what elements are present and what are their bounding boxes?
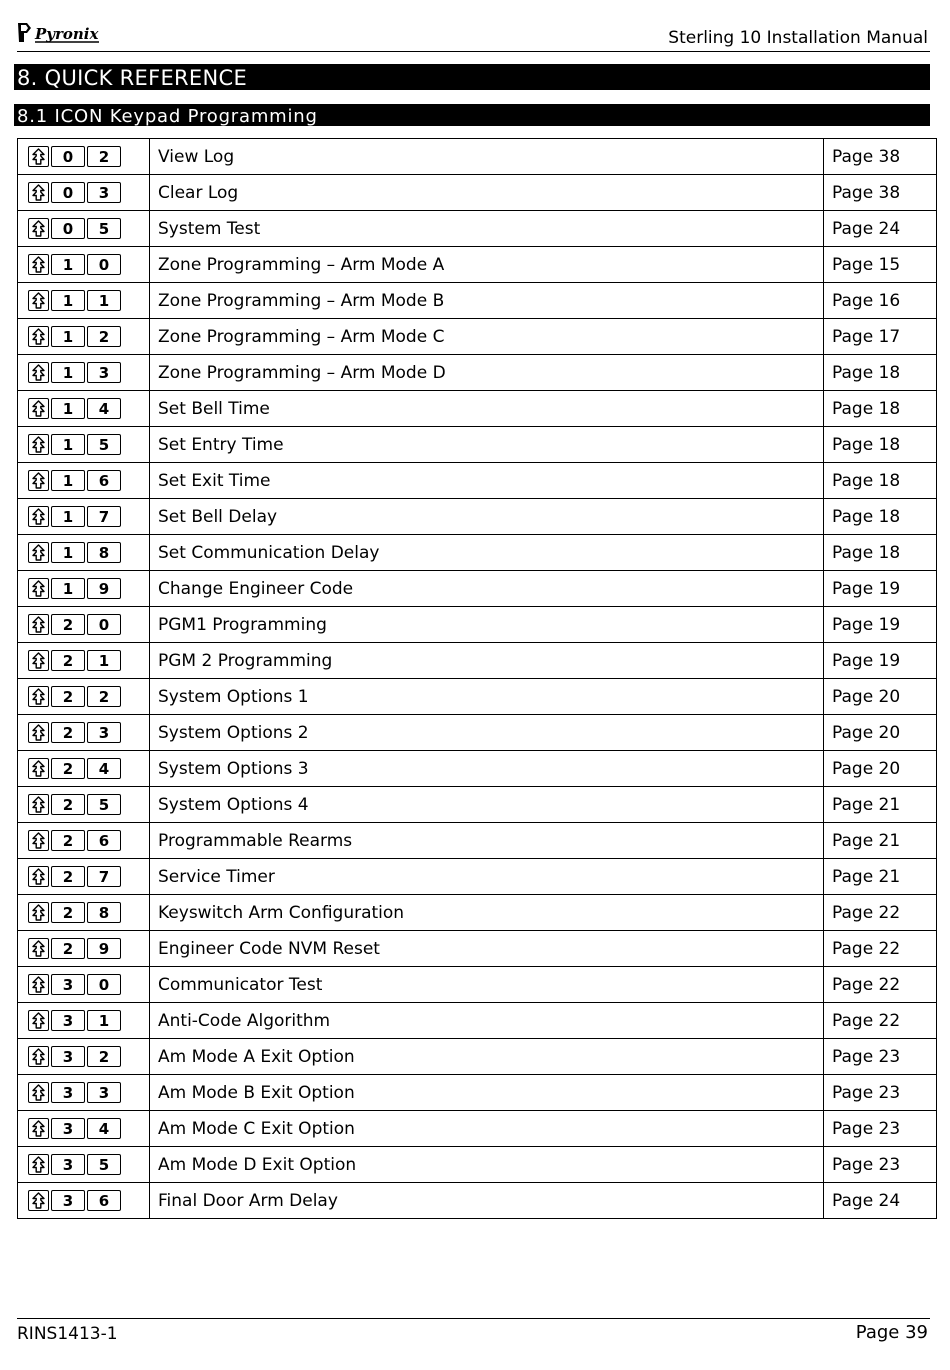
- page-reference: Page 38: [824, 175, 937, 211]
- page-reference: Page 19: [824, 643, 937, 679]
- key-sequence: [28, 722, 149, 743]
- function-name: System Options 2: [150, 715, 824, 751]
- section-heading: 8. QUICK REFERENCE: [14, 64, 930, 90]
- key-sequence: [28, 434, 149, 455]
- key-sequence-cell: [18, 1003, 150, 1039]
- page-reference: Page 21: [824, 787, 937, 823]
- table-row: [18, 175, 937, 211]
- digit-key: 3: [87, 722, 121, 743]
- function-name: Set Bell Delay: [150, 499, 824, 535]
- key-sequence: [28, 866, 149, 887]
- page-reference: Page 15: [824, 247, 937, 283]
- double-up-arrow-icon: [28, 146, 49, 167]
- digit-key: 3: [87, 1082, 121, 1103]
- digit-key: 1: [51, 578, 85, 599]
- key-sequence: [28, 254, 149, 275]
- key-sequence-cell: [18, 643, 150, 679]
- double-up-arrow-icon: [28, 650, 49, 671]
- page-reference: Page 23: [824, 1075, 937, 1111]
- page-reference: Page 38: [824, 139, 937, 175]
- double-up-arrow-icon: [28, 542, 49, 563]
- table-row: [18, 859, 937, 895]
- table-row: [18, 967, 937, 1003]
- digit-key: 5: [87, 1154, 121, 1175]
- table-row: [18, 787, 937, 823]
- function-name: Engineer Code NVM Reset: [150, 931, 824, 967]
- page-reference: Page 21: [824, 859, 937, 895]
- digit-key: 2: [51, 866, 85, 887]
- digit-key: 1: [51, 506, 85, 527]
- function-name: Programmable Rearms: [150, 823, 824, 859]
- digit-key: 7: [87, 506, 121, 527]
- digit-key: 0: [51, 182, 85, 203]
- digit-key: 2: [51, 650, 85, 671]
- function-name: Set Bell Time: [150, 391, 824, 427]
- digit-key: 2: [51, 830, 85, 851]
- key-sequence-cell: [18, 1183, 150, 1219]
- key-sequence: [28, 1154, 149, 1175]
- digit-key: 2: [51, 614, 85, 635]
- page-reference: Page 18: [824, 427, 937, 463]
- page-reference: Page 20: [824, 715, 937, 751]
- page-reference: Page 22: [824, 931, 937, 967]
- double-up-arrow-icon: [28, 578, 49, 599]
- page-reference: Page 19: [824, 571, 937, 607]
- function-name: Set Entry Time: [150, 427, 824, 463]
- key-sequence: [28, 290, 149, 311]
- key-sequence-cell: [18, 787, 150, 823]
- table-row: [18, 247, 937, 283]
- double-up-arrow-icon: [28, 686, 49, 707]
- key-sequence: [28, 1010, 149, 1031]
- function-name: PGM1 Programming: [150, 607, 824, 643]
- digit-key: 8: [87, 542, 121, 563]
- function-name: View Log: [150, 139, 824, 175]
- key-sequence: [28, 218, 149, 239]
- function-name: System Options 4: [150, 787, 824, 823]
- function-name: Zone Programming – Arm Mode B: [150, 283, 824, 319]
- function-name: Am Mode B Exit Option: [150, 1075, 824, 1111]
- digit-key: 3: [51, 1082, 85, 1103]
- pyronix-logo: [17, 20, 101, 46]
- function-name: Am Mode C Exit Option: [150, 1111, 824, 1147]
- key-sequence-cell: [18, 391, 150, 427]
- double-up-arrow-icon: [28, 398, 49, 419]
- function-name: Set Exit Time: [150, 463, 824, 499]
- double-up-arrow-icon: [28, 1082, 49, 1103]
- digit-key: 2: [51, 794, 85, 815]
- key-sequence: [28, 1046, 149, 1067]
- page-reference: Page 22: [824, 1003, 937, 1039]
- digit-key: 3: [51, 1154, 85, 1175]
- page-reference: Page 19: [824, 607, 937, 643]
- double-up-arrow-icon: [28, 290, 49, 311]
- page-reference: Page 22: [824, 967, 937, 1003]
- key-sequence-cell: [18, 859, 150, 895]
- digit-key: 3: [51, 1010, 85, 1031]
- page-reference: Page 24: [824, 211, 937, 247]
- key-sequence-cell: [18, 1111, 150, 1147]
- function-name: Anti-Code Algorithm: [150, 1003, 824, 1039]
- digit-key: 2: [51, 902, 85, 923]
- digit-key: 1: [51, 362, 85, 383]
- digit-key: 1: [51, 290, 85, 311]
- brand-wordmark: Pyronix: [35, 25, 99, 43]
- function-name: Clear Log: [150, 175, 824, 211]
- double-up-arrow-icon: [28, 794, 49, 815]
- page-reference: Page 18: [824, 535, 937, 571]
- key-sequence-cell: [18, 607, 150, 643]
- page-reference: Page 23: [824, 1039, 937, 1075]
- double-up-arrow-icon: [28, 1154, 49, 1175]
- page-reference: Page 18: [824, 499, 937, 535]
- page-reference: Page 20: [824, 751, 937, 787]
- table-row: [18, 931, 937, 967]
- key-sequence-cell: [18, 895, 150, 931]
- digit-key: 4: [87, 758, 121, 779]
- table-row: [18, 535, 937, 571]
- double-up-arrow-icon: [28, 326, 49, 347]
- key-sequence-cell: [18, 823, 150, 859]
- table-row: [18, 751, 937, 787]
- digit-key: 6: [87, 1190, 121, 1211]
- table-row: [18, 571, 937, 607]
- table-row: [18, 355, 937, 391]
- table-row: [18, 139, 937, 175]
- double-up-arrow-icon: [28, 470, 49, 491]
- digit-key: 2: [51, 722, 85, 743]
- function-name: Keyswitch Arm Configuration: [150, 895, 824, 931]
- table-row: [18, 1039, 937, 1075]
- digit-key: 5: [87, 218, 121, 239]
- key-sequence: [28, 146, 149, 167]
- function-name: Set Communication Delay: [150, 535, 824, 571]
- digit-key: 5: [87, 794, 121, 815]
- function-name: Communicator Test: [150, 967, 824, 1003]
- page-reference: Page 21: [824, 823, 937, 859]
- page-reference: Page 23: [824, 1111, 937, 1147]
- digit-key: 9: [87, 938, 121, 959]
- key-sequence-cell: [18, 499, 150, 535]
- key-sequence: [28, 1118, 149, 1139]
- digit-key: 7: [87, 866, 121, 887]
- digit-key: 3: [51, 1118, 85, 1139]
- digit-key: 3: [87, 182, 121, 203]
- quick-reference-body: [18, 139, 937, 1219]
- key-sequence: [28, 830, 149, 851]
- key-sequence-cell: [18, 175, 150, 211]
- key-sequence-cell: [18, 463, 150, 499]
- subsection-heading: 8.1 ICON Keypad Programming: [14, 104, 930, 126]
- digit-key: 1: [51, 398, 85, 419]
- page-reference: Page 20: [824, 679, 937, 715]
- function-name: Final Door Arm Delay: [150, 1183, 824, 1219]
- function-name: Zone Programming – Arm Mode C: [150, 319, 824, 355]
- table-row: [18, 499, 937, 535]
- key-sequence: [28, 362, 149, 383]
- function-name: Service Timer: [150, 859, 824, 895]
- key-sequence-cell: [18, 931, 150, 967]
- key-sequence-cell: [18, 355, 150, 391]
- key-sequence-cell: [18, 211, 150, 247]
- digit-key: 6: [87, 470, 121, 491]
- digit-key: 0: [87, 974, 121, 995]
- key-sequence: [28, 758, 149, 779]
- double-up-arrow-icon: [28, 974, 49, 995]
- digit-key: 1: [87, 290, 121, 311]
- function-name: Zone Programming – Arm Mode D: [150, 355, 824, 391]
- digit-key: 3: [51, 1046, 85, 1067]
- double-up-arrow-icon: [28, 614, 49, 635]
- table-row: [18, 679, 937, 715]
- table-row: [18, 1183, 937, 1219]
- key-sequence: [28, 974, 149, 995]
- key-sequence: [28, 938, 149, 959]
- double-up-arrow-icon: [28, 1046, 49, 1067]
- table-row: [18, 211, 937, 247]
- page-reference: Page 18: [824, 355, 937, 391]
- double-up-arrow-icon: [28, 254, 49, 275]
- table-row: [18, 1075, 937, 1111]
- digit-key: 2: [87, 686, 121, 707]
- page-reference: Page 24: [824, 1183, 937, 1219]
- page-reference: Page 18: [824, 463, 937, 499]
- digit-key: 3: [51, 1190, 85, 1211]
- manual-title: Sterling 10 Installation Manual: [668, 28, 928, 48]
- digit-key: 4: [87, 398, 121, 419]
- digit-key: 8: [87, 902, 121, 923]
- key-sequence-cell: [18, 319, 150, 355]
- quick-reference-table: [17, 138, 937, 1219]
- key-sequence: [28, 506, 149, 527]
- key-sequence-cell: [18, 283, 150, 319]
- double-up-arrow-icon: [28, 938, 49, 959]
- key-sequence: [28, 794, 149, 815]
- table-row: [18, 1003, 937, 1039]
- table-row: [18, 1111, 937, 1147]
- double-up-arrow-icon: [28, 902, 49, 923]
- double-up-arrow-icon: [28, 1190, 49, 1211]
- key-sequence-cell: [18, 139, 150, 175]
- double-up-arrow-icon: [28, 506, 49, 527]
- double-up-arrow-icon: [28, 1010, 49, 1031]
- key-sequence-cell: [18, 679, 150, 715]
- key-sequence: [28, 398, 149, 419]
- digit-key: 2: [51, 686, 85, 707]
- key-sequence-cell: [18, 1075, 150, 1111]
- page-reference: Page 17: [824, 319, 937, 355]
- table-row: [18, 715, 937, 751]
- digit-key: 6: [87, 830, 121, 851]
- footer-divider: [17, 1318, 930, 1319]
- function-name: Am Mode D Exit Option: [150, 1147, 824, 1183]
- key-sequence-cell: [18, 1147, 150, 1183]
- key-sequence: [28, 470, 149, 491]
- key-sequence: [28, 650, 149, 671]
- key-sequence: [28, 614, 149, 635]
- double-up-arrow-icon: [28, 830, 49, 851]
- digit-key: 0: [51, 146, 85, 167]
- double-up-arrow-icon: [28, 722, 49, 743]
- function-name: System Options 3: [150, 751, 824, 787]
- key-sequence: [28, 1190, 149, 1211]
- digit-key: 0: [51, 218, 85, 239]
- function-name: System Options 1: [150, 679, 824, 715]
- digit-key: 2: [87, 1046, 121, 1067]
- key-sequence: [28, 686, 149, 707]
- key-sequence: [28, 578, 149, 599]
- table-row: [18, 1147, 937, 1183]
- double-up-arrow-icon: [28, 758, 49, 779]
- digit-key: 9: [87, 578, 121, 599]
- digit-key: 1: [87, 1010, 121, 1031]
- function-name: Am Mode A Exit Option: [150, 1039, 824, 1075]
- digit-key: 1: [51, 542, 85, 563]
- page-reference: Page 16: [824, 283, 937, 319]
- digit-key: 5: [87, 434, 121, 455]
- digit-key: 1: [51, 470, 85, 491]
- table-row: [18, 463, 937, 499]
- double-up-arrow-icon: [28, 866, 49, 887]
- function-name: Change Engineer Code: [150, 571, 824, 607]
- key-sequence-cell: [18, 427, 150, 463]
- function-name: PGM 2 Programming: [150, 643, 824, 679]
- double-up-arrow-icon: [28, 362, 49, 383]
- table-row: [18, 427, 937, 463]
- function-name: System Test: [150, 211, 824, 247]
- key-sequence-cell: [18, 571, 150, 607]
- key-sequence: [28, 182, 149, 203]
- digit-key: 0: [87, 614, 121, 635]
- digit-key: 4: [87, 1118, 121, 1139]
- table-row: [18, 283, 937, 319]
- table-row: [18, 391, 937, 427]
- digit-key: 0: [87, 254, 121, 275]
- key-sequence-cell: [18, 535, 150, 571]
- digit-key: 1: [51, 434, 85, 455]
- key-sequence: [28, 902, 149, 923]
- page-number: Page 39: [855, 1322, 928, 1343]
- table-row: [18, 643, 937, 679]
- key-sequence: [28, 326, 149, 347]
- digit-key: 1: [51, 326, 85, 347]
- key-sequence-cell: [18, 967, 150, 1003]
- table-row: [18, 895, 937, 931]
- key-sequence: [28, 542, 149, 563]
- double-up-arrow-icon: [28, 182, 49, 203]
- digit-key: 2: [51, 758, 85, 779]
- digit-key: 2: [87, 146, 121, 167]
- document-id: RINS1413-1: [17, 1324, 118, 1344]
- table-row: [18, 823, 937, 859]
- key-sequence-cell: [18, 715, 150, 751]
- digit-key: 2: [51, 938, 85, 959]
- pyronix-logo-icon: [17, 20, 101, 46]
- page-reference: Page 18: [824, 391, 937, 427]
- page-reference: Page 23: [824, 1147, 937, 1183]
- table-row: [18, 319, 937, 355]
- double-up-arrow-icon: [28, 434, 49, 455]
- key-sequence-cell: [18, 1039, 150, 1075]
- digit-key: 3: [51, 974, 85, 995]
- digit-key: 1: [51, 254, 85, 275]
- key-sequence-cell: [18, 247, 150, 283]
- key-sequence: [28, 1082, 149, 1103]
- page-reference: Page 22: [824, 895, 937, 931]
- digit-key: 1: [87, 650, 121, 671]
- digit-key: 3: [87, 362, 121, 383]
- function-name: Zone Programming – Arm Mode A: [150, 247, 824, 283]
- digit-key: 2: [87, 326, 121, 347]
- header-divider: [17, 51, 930, 52]
- table-row: [18, 607, 937, 643]
- double-up-arrow-icon: [28, 1118, 49, 1139]
- key-sequence-cell: [18, 751, 150, 787]
- double-up-arrow-icon: [28, 218, 49, 239]
